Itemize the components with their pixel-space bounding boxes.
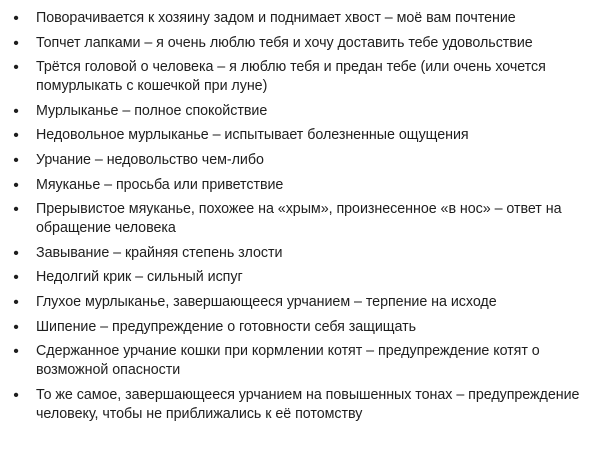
list-item <box>5 126 590 145</box>
bullet-icon: • <box>13 343 19 361</box>
bullet-icon: • <box>13 386 19 404</box>
list-item-text: Топчет лапками – я очень люблю тебя и хочу доставить тебе удовольствие <box>36 34 533 51</box>
bullet-icon: • <box>13 244 19 262</box>
list-item-text: Поворачивается к хозяину задом и поднимает хвост – моё вам почтение <box>36 10 516 26</box>
list-item <box>5 200 590 238</box>
list-item-text: Прерывистое мяуканье, похожее на «хрым», произнесенное «в нос» – ответ на обращение человека <box>36 201 562 237</box>
list-item-text: Шипение – предупреждение о готовности себя защищать <box>36 318 417 335</box>
list-item-text: Завывание – крайняя степень злости <box>36 244 283 261</box>
list-item <box>5 318 590 337</box>
bullet-icon: • <box>13 201 19 219</box>
list-item <box>5 151 590 170</box>
list-item <box>5 293 590 312</box>
bullet-icon: • <box>13 10 19 27</box>
bullet-icon: • <box>13 59 19 77</box>
list-item-text: То же самое, завершающееся урчанием на повышенных тонах – предупреждение человеку, чтобы не приближались к её потомству <box>36 386 580 422</box>
bullet-icon: • <box>13 269 19 287</box>
list-item-text: Глухое мурлыканье, завершающееся урчанием – терпение на исходе <box>36 293 497 310</box>
list-item-text: Мурлыканье – полное спокойствие <box>36 102 268 119</box>
list-item <box>5 9 590 28</box>
list-item-text: Урчание – недовольство чем-либо <box>36 151 264 168</box>
bullet-icon: • <box>13 318 19 336</box>
bullet-icon: • <box>13 127 19 145</box>
bullet-icon: • <box>13 176 19 194</box>
list-item-text: Недолгий крик – сильный испуг <box>36 269 243 286</box>
bullet-icon: • <box>13 293 19 311</box>
list-item <box>5 386 590 424</box>
list-item-text: Сдержанное урчание кошки при кормлении котят – предупреждение котят о возможной опасности <box>36 343 540 379</box>
list-item-text: Недовольное мурлыканье – испытывает болезненные ощущения <box>36 127 469 144</box>
list-item <box>5 102 590 121</box>
list-item <box>5 176 590 195</box>
list-item <box>5 342 590 380</box>
list-item <box>5 58 590 96</box>
bullet-icon: • <box>13 102 19 120</box>
bullet-list <box>5 9 590 424</box>
bullet-icon: • <box>13 151 19 169</box>
list-item-text: Мяуканье – просьба или приветствие <box>36 176 284 193</box>
list-item <box>5 268 590 287</box>
bullet-icon: • <box>13 34 19 52</box>
list-item <box>5 244 590 263</box>
list-item <box>5 34 590 53</box>
list-item-text: Трётся головой о человека – я люблю тебя и предан тебе (или очень хочется помурлыкать с кошечкой при луне) <box>36 59 546 95</box>
